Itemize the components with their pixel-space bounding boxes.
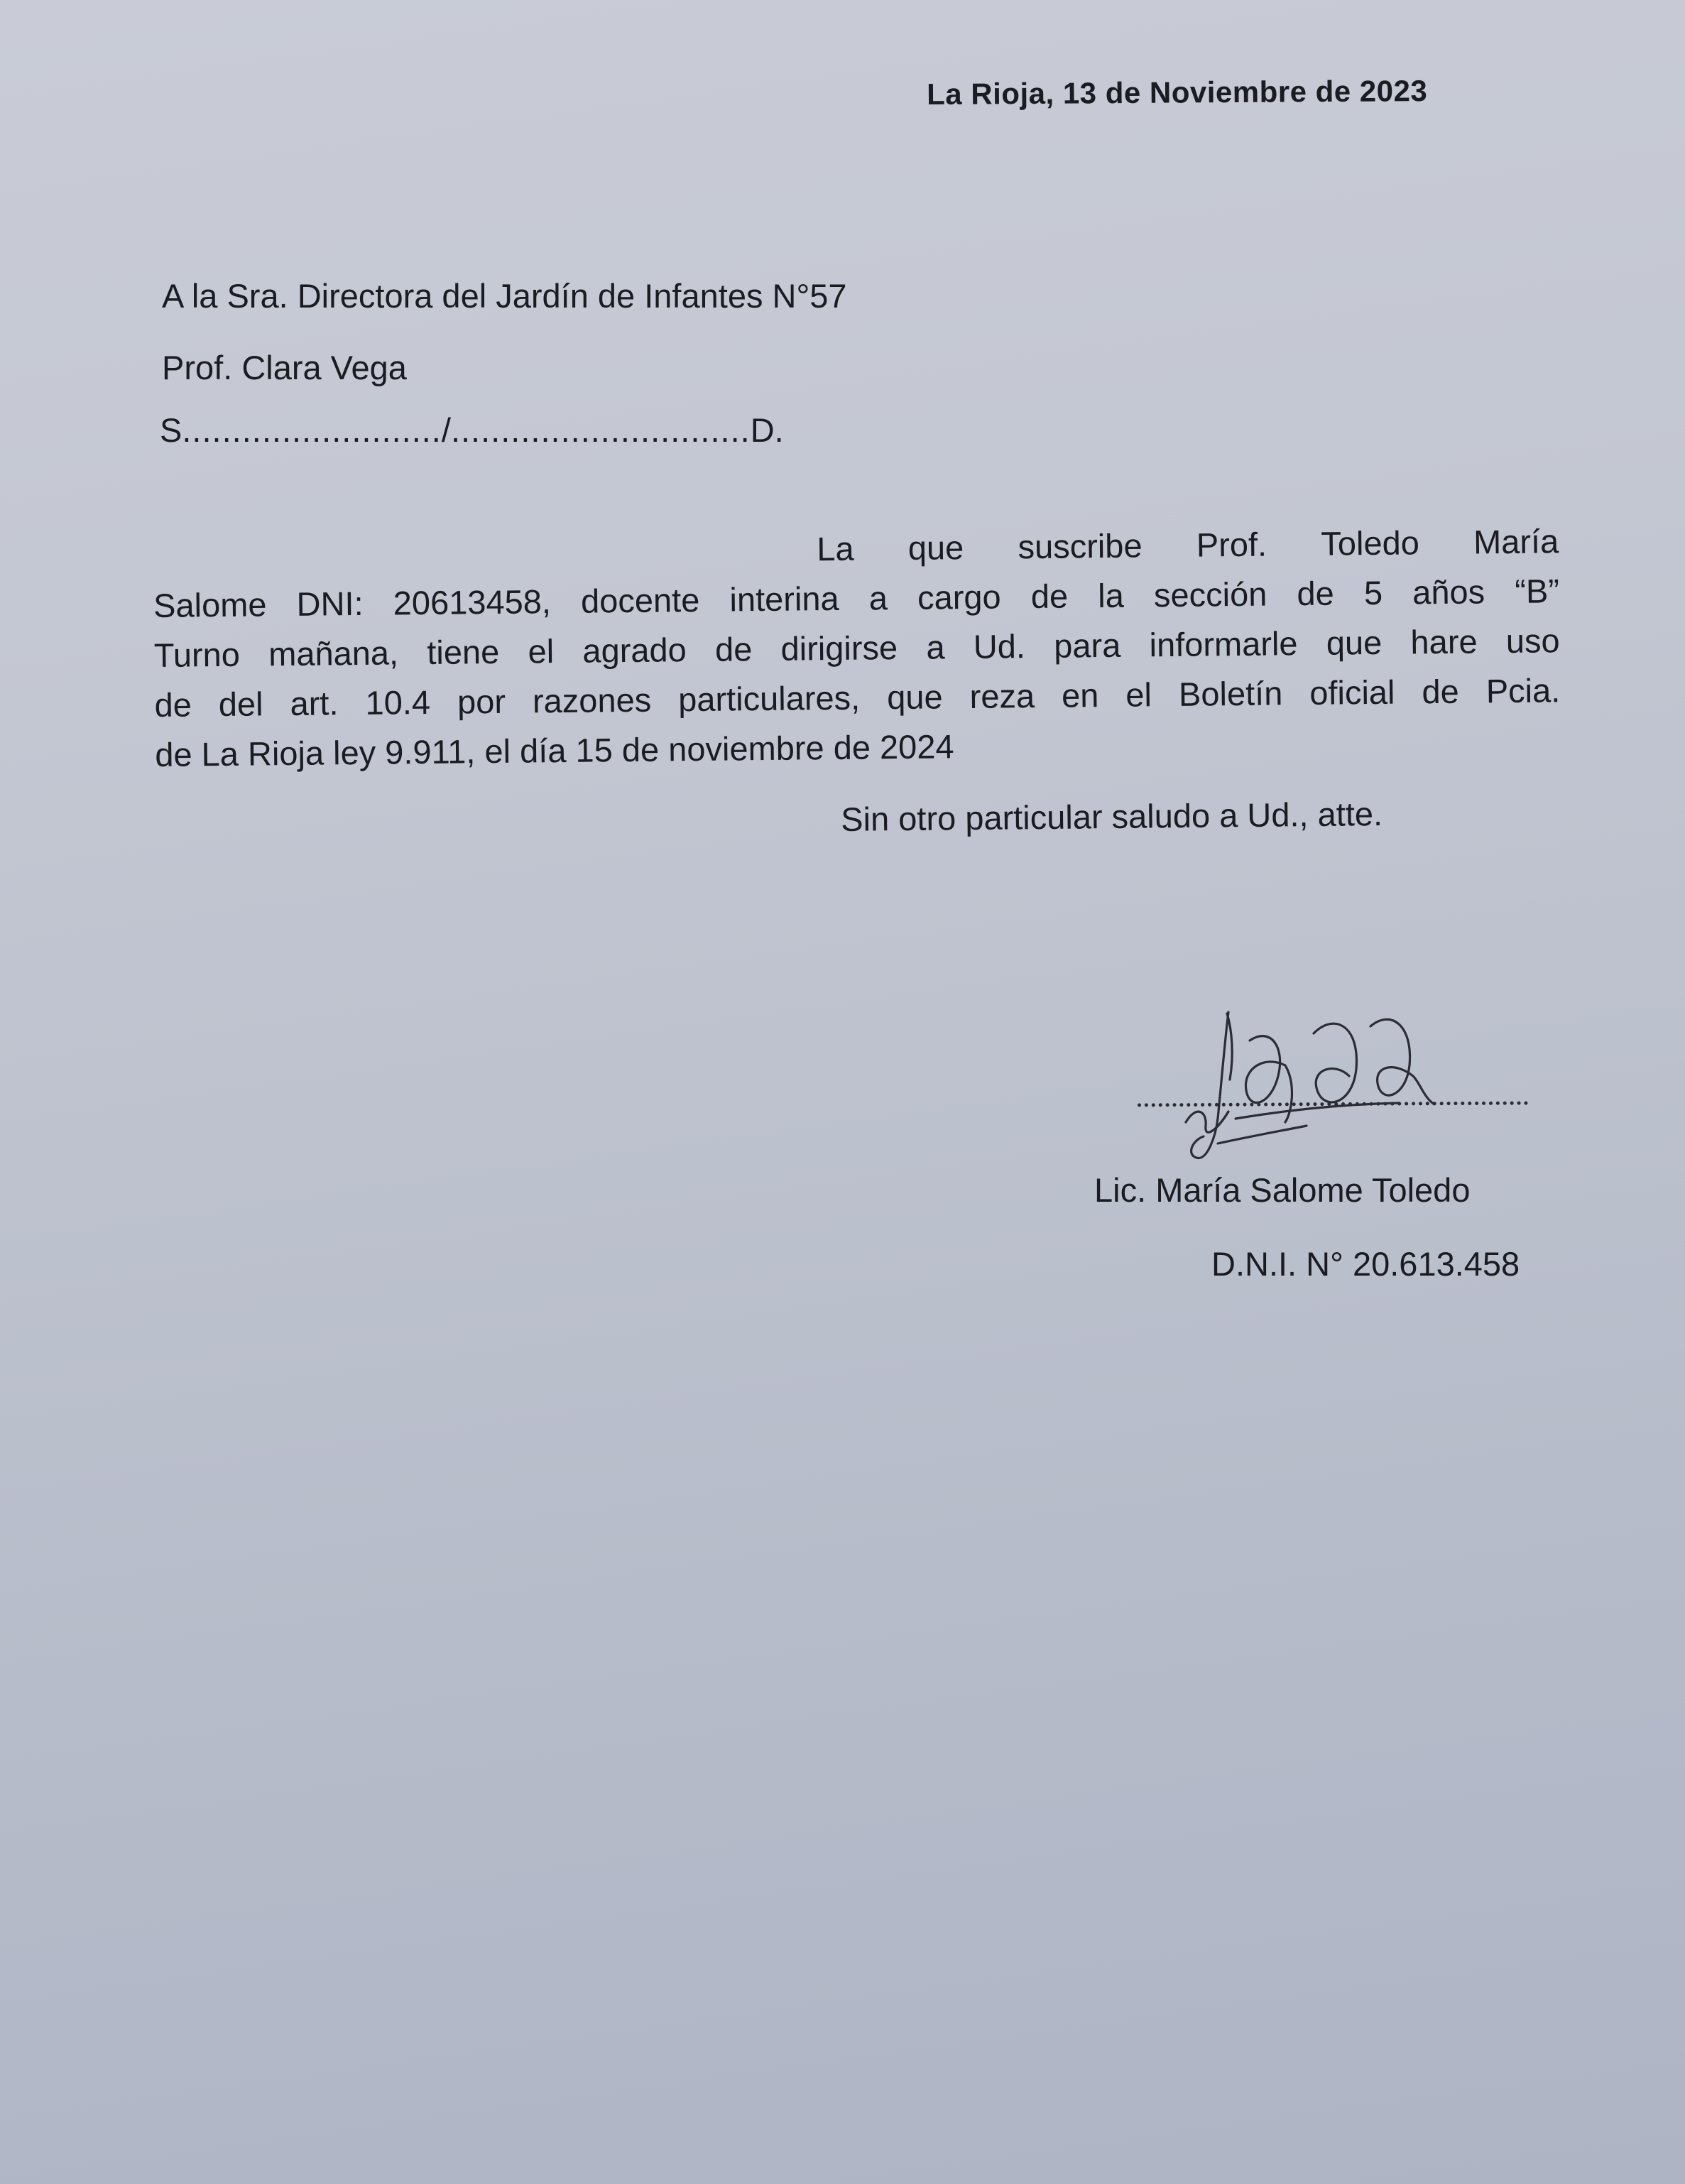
word: docente	[580, 580, 700, 620]
body-paragraph	[153, 516, 1561, 780]
addressee-line-2: Prof. Clara Vega	[162, 349, 407, 386]
handwritten-signature	[1165, 998, 1434, 1175]
sd-dots-2: ..............................	[450, 411, 751, 449]
word: dirigirse	[780, 629, 898, 668]
word: María	[1473, 522, 1559, 561]
word: informarle	[1149, 624, 1298, 664]
sd-dots-1: ..........................	[182, 411, 442, 449]
word: Ud.	[973, 627, 1026, 665]
word: Salome	[153, 585, 267, 624]
word: sección	[1153, 575, 1267, 614]
word: de	[1297, 574, 1335, 613]
word: Turno	[153, 635, 241, 674]
word: cargo	[917, 577, 1001, 616]
word: art.	[290, 684, 339, 722]
word: agrado	[582, 631, 687, 670]
sd-d: D.	[750, 411, 784, 449]
word: Pcia.	[1485, 671, 1561, 710]
closing-line: Sin otro particular saludo a Ud., atte.	[840, 795, 1383, 838]
word: 10.4	[365, 683, 431, 722]
word: de	[1030, 577, 1069, 616]
word: la	[1097, 576, 1125, 615]
word: “B”	[1514, 572, 1560, 610]
word: del	[218, 685, 263, 724]
word: de	[714, 630, 753, 668]
word: 20613458,	[393, 582, 552, 622]
word: DNI:	[296, 584, 364, 623]
word: hare	[1410, 622, 1478, 661]
word: años	[1412, 572, 1485, 612]
word: que	[907, 528, 964, 567]
word: por	[457, 682, 506, 721]
word: de	[154, 685, 192, 724]
word: interina	[729, 579, 839, 619]
word: suscribe	[1018, 526, 1143, 566]
word: uso	[1505, 621, 1560, 661]
word: razones	[532, 680, 652, 720]
sd-slash: /	[441, 411, 451, 449]
word: Toledo	[1321, 523, 1420, 563]
word: en	[1061, 676, 1099, 715]
word: que	[1326, 623, 1383, 662]
word: particulares,	[677, 678, 861, 719]
word: reza	[969, 677, 1035, 715]
addressee-line-1: A la Sra. Directora del Jardín de Infantes N°57	[162, 277, 847, 315]
date-line: La Rioja, 13 de Noviembre de 2023	[926, 74, 1428, 111]
word: a	[868, 579, 888, 617]
word: para	[1053, 626, 1121, 665]
word: Prof.	[1196, 525, 1267, 564]
sd-line	[160, 413, 784, 447]
word: el	[528, 632, 555, 670]
word: el	[1125, 675, 1152, 714]
body-line-5: de La Rioja ley 9.911, el día 15 de noviembre de 2024	[155, 727, 954, 773]
word: que	[886, 678, 943, 717]
word: de	[1422, 672, 1460, 711]
sd-s: S	[160, 411, 182, 449]
word: oficial	[1309, 673, 1395, 712]
word: tiene	[427, 632, 500, 671]
signature-name: Lic. María Salome Toledo	[1094, 1171, 1471, 1209]
word: La	[817, 529, 854, 568]
signature-dni: D.N.I. N° 20.613.458	[1211, 1245, 1520, 1283]
word: mañana,	[268, 634, 399, 673]
word: 5	[1363, 573, 1383, 612]
word: Boletín	[1178, 674, 1283, 713]
word: a	[926, 628, 945, 666]
